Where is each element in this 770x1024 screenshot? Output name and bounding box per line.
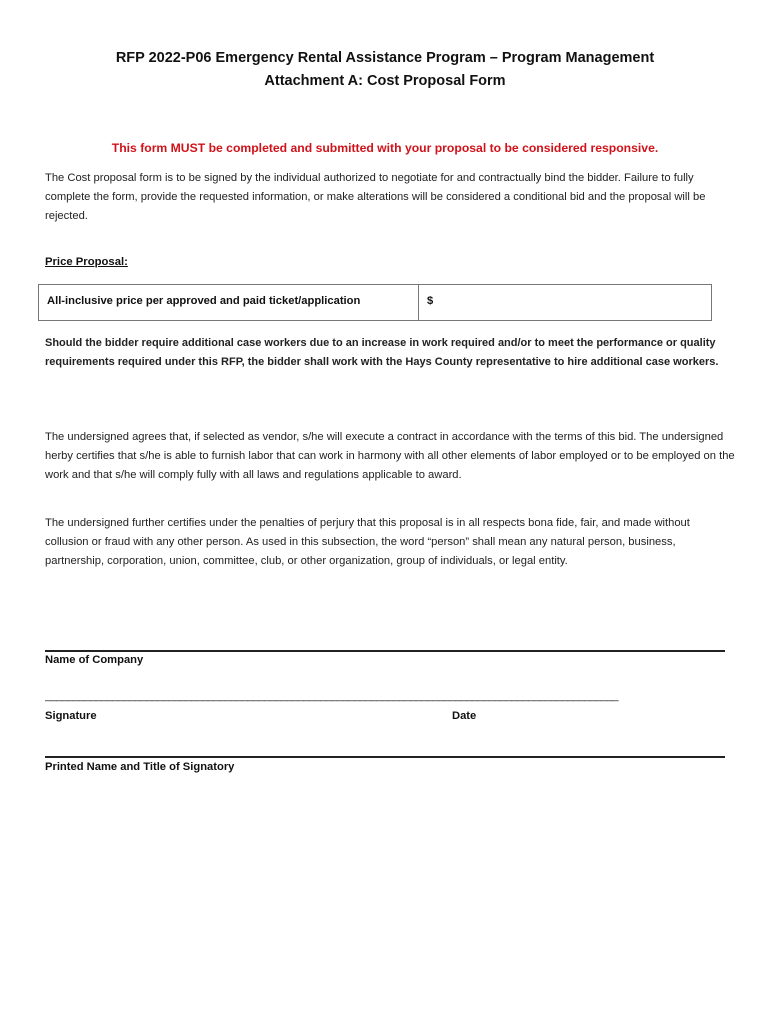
printed-name-line[interactable] [45, 756, 725, 758]
company-name-line[interactable] [45, 650, 725, 652]
intro-paragraph: The Cost proposal form is to be signed by the individual authorized to negotiate for and contractually bind the bidder. Failure to fully complete the form, provide the requested information, or make alterations will be considered a conditional bid and the proposal will be rejected. [45, 172, 706, 222]
case-workers-paragraph: Should the bidder require additional case workers due to an increase in work required and/or to meet the performance or quality requirements required under this RFP, the bidder shall work with the Hays County representative to hire additional case workers. [45, 337, 719, 368]
responsiveness-notice: This form MUST be completed and submitted with your proposal to be considered responsive. [111, 141, 659, 155]
price-proposal-table [38, 284, 712, 321]
company-name-label: Name of Company [45, 654, 144, 666]
price-proposal-heading: Price Proposal: [45, 256, 128, 268]
date-label: Date [452, 710, 477, 722]
agreement-paragraph: The undersigned agrees that, if selected as vendor, s/he will execute a contract in accordance with the terms of this bid. The undersigned herby certifies that s/he is able to furnish labor that can work in harmony with all other elements of labor employed or to be employed on the work and that s/he will comply fully with all laws and regulations applicable to award. [45, 431, 735, 481]
price-input-cell[interactable]: $ [427, 295, 434, 307]
signature-date-line[interactable]: ______________________________________________________________________________________________________ [45, 690, 619, 702]
price-row-label: All-inclusive price per approved and paid ticket/application [39, 285, 419, 320]
document-subtitle: Attachment A: Cost Proposal Form [264, 73, 506, 89]
certification-paragraph: The undersigned further certifies under the penalties of perjury that this proposal is in all respects bona fide, fair, and made without collusion or fraud with any other person. As used in this subsection, the word “person” shall mean any natural person, business, partnership, corporation, union, committee, club, or other organization, group of individuals, or legal entity. [45, 517, 690, 567]
printed-name-label: Printed Name and Title of Signatory [45, 761, 235, 773]
document-title: RFP 2022-P06 Emergency Rental Assistance Program – Program Management [115, 50, 655, 66]
signature-label: Signature [45, 710, 97, 722]
